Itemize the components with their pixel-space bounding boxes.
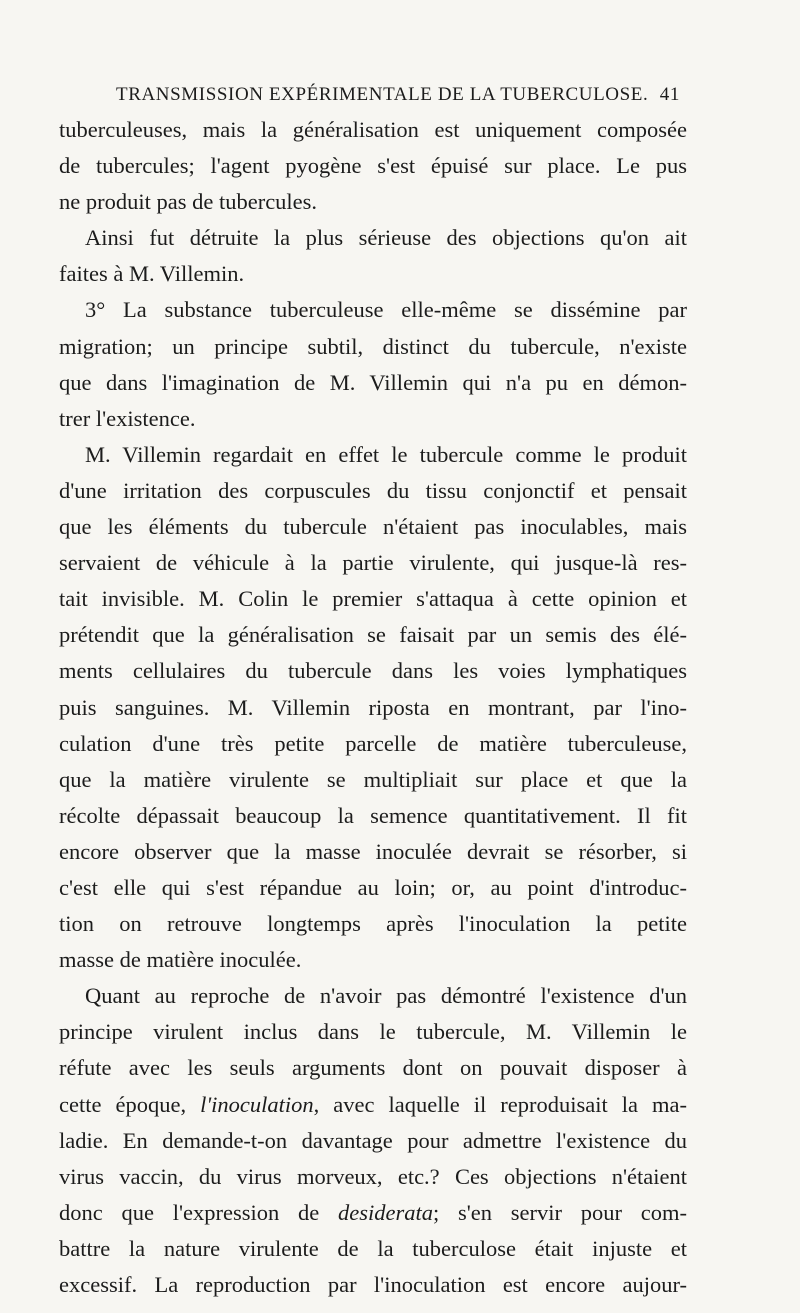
text-line: virus vaccin, du virus morveux, etc.? Ces objections n'étaient	[59, 1163, 687, 1189]
text-line-italic	[59, 1195, 687, 1231]
text-line: tuberculeuses, mais la généralisation est uniquement composée	[59, 117, 687, 142]
running-title: TRANSMISSION EXPÉRIMENTALE DE LA TUBERCULOSE.	[116, 84, 649, 105]
text-line: ladie. En demande-t-on davantage pour admettre l'existence du	[59, 1127, 687, 1153]
text-line: puis sanguines. M. Villemin riposta en montrant, par l'ino-	[59, 694, 687, 720]
text-segment: donc que l'expression de	[59, 1199, 338, 1225]
text-line: masse de matière inoculée.	[59, 947, 302, 973]
italic-term: desiderata	[338, 1199, 433, 1225]
text-line: servaient de véhicule à la partie virulente, qui jusque-là res-	[59, 550, 687, 576]
text-line: que la matière virulente se multipliait sur place et que la	[59, 766, 687, 792]
running-header	[116, 84, 680, 110]
italic-term: l'inoculation	[200, 1091, 314, 1117]
text-line: migration; un principe subtil, distinct du tubercule, n'existe	[59, 333, 687, 359]
text-line: excessif. La reproduction par l'inoculation est encore aujour-	[59, 1272, 687, 1297]
text-line: principe virulent inclus dans le tubercule, M. Villemin le	[59, 1019, 687, 1045]
text-segment: , avec laquelle il reproduisait la ma-	[313, 1091, 687, 1117]
text-segment: cette époque,	[59, 1091, 201, 1117]
text-line: tion on retrouve longtemps après l'inoculation la petite	[59, 911, 687, 937]
text-line: tait invisible. M. Colin le premier s'attaqua à cette opinion et	[59, 586, 687, 612]
text-line: que dans l'imagination de M. Villemin qui n'a pu en démon-	[59, 369, 687, 395]
text-line-italic	[59, 1087, 687, 1123]
text-line: M. Villemin regardait en effet le tubercule comme le produit	[85, 441, 687, 467]
text-line: trer l'existence.	[59, 405, 196, 431]
text-line: que les éléments du tubercule n'étaient pas inoculables, mais	[59, 514, 687, 540]
text-line: battre la nature virulente de la tuberculose était injuste et	[59, 1235, 687, 1261]
page-number: 41	[659, 84, 680, 105]
text-line: Ainsi fut détruite la plus sérieuse des objections qu'on ait	[85, 225, 687, 251]
text-line: prétendit que la généralisation se faisait par un semis des élé-	[59, 622, 687, 648]
text-line: récolte dépassait beaucoup la semence quantitativement. Il fit	[59, 802, 687, 828]
text-line: encore observer que la masse inoculée devrait se résorber, si	[59, 838, 687, 864]
text-line: ments cellulaires du tubercule dans les voies lymphatiques	[59, 658, 687, 684]
text-segment: ; s'en servir pour com-	[433, 1199, 687, 1225]
text-line: réfute avec les seuls arguments dont on pouvait disposer à	[59, 1055, 687, 1081]
text-line: ne produit pas de tubercules.	[59, 189, 318, 215]
text-line: 3° La substance tuberculeuse elle-même se dissémine par	[85, 297, 687, 323]
text-line: faites à M. Villemin.	[59, 261, 245, 287]
text-line: culation d'une très petite parcelle de matière tuberculeuse,	[59, 730, 687, 756]
body-text	[59, 112, 687, 1303]
text-line: de tubercules; l'agent pyogène s'est épuisé sur place. Le pus	[59, 153, 687, 179]
text-line: Quant au reproche de n'avoir pas démontré l'existence d'un	[85, 983, 687, 1009]
text-line: c'est elle qui s'est répandue au loin; or, au point d'introduc-	[59, 874, 687, 900]
text-line: d'une irritation des corpuscules du tissu conjonctif et pensait	[59, 477, 687, 503]
